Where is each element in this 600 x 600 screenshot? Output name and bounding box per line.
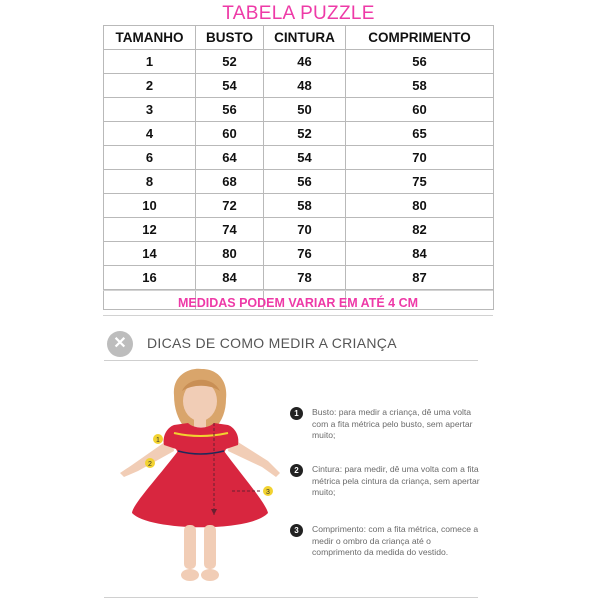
tip-number-icon: 1 [290, 407, 303, 420]
tip-text: Cintura: para medir, dê uma volta com a fita métrica pela cintura da criança, sem apertar muito; [312, 464, 480, 498]
table-cell: 60 [196, 122, 264, 146]
table-cell: 14 [104, 242, 196, 266]
table-row [104, 170, 494, 194]
table-cell: 8 [104, 170, 196, 194]
size-table [103, 3, 494, 310]
table-cell: 74 [196, 218, 264, 242]
table-cell: 60 [346, 98, 494, 122]
table-cell: 56 [264, 170, 346, 194]
table-cell: 84 [196, 266, 264, 290]
table-cell: 56 [196, 98, 264, 122]
table-cell: 68 [196, 170, 264, 194]
table-cell: 4 [104, 122, 196, 146]
table-row [104, 242, 494, 266]
table-cell: 54 [196, 74, 264, 98]
table-cell: 65 [346, 122, 494, 146]
table-cell: 58 [264, 194, 346, 218]
tips-header [104, 329, 484, 359]
close-icon[interactable]: ✕ [107, 331, 133, 357]
tip-text: Busto: para medir a criança, dê uma volta com a fita métrica pelo busto, sem apertar muito; [312, 407, 473, 441]
marker-label: 1 [156, 437, 160, 444]
divider [104, 597, 478, 598]
table-cell: 58 [346, 74, 494, 98]
table-cell: 46 [264, 50, 346, 74]
table-cell: 84 [346, 242, 494, 266]
table-row [104, 266, 494, 290]
table-cell: 76 [264, 242, 346, 266]
table-cell: 3 [104, 98, 196, 122]
marker-label: 2 [148, 461, 152, 468]
table-row [104, 194, 494, 218]
table-cell: 75 [346, 170, 494, 194]
table-cell: 2 [104, 74, 196, 98]
table-title: TABELA PUZZLE [104, 3, 494, 26]
divider [104, 360, 478, 361]
table-row [104, 50, 494, 74]
table-cell: 78 [264, 266, 346, 290]
table-header-row [104, 26, 494, 50]
table-row [104, 122, 494, 146]
table-cell: 70 [264, 218, 346, 242]
table-cell: 70 [346, 146, 494, 170]
header-tamanho: TAMANHO [104, 26, 196, 50]
table-cell: 10 [104, 194, 196, 218]
table-cell: 56 [346, 50, 494, 74]
table-cell: 87 [346, 266, 494, 290]
table-cell: 50 [264, 98, 346, 122]
table-cell: 80 [346, 194, 494, 218]
table-cell: 72 [196, 194, 264, 218]
table-row [104, 146, 494, 170]
table-row [104, 218, 494, 242]
table-cell: 16 [104, 266, 196, 290]
header-busto: BUSTO [196, 26, 264, 50]
table-cell: 6 [104, 146, 196, 170]
table-cell: 52 [264, 122, 346, 146]
tip-text: Comprimento: com a fita métrica, comece a medir o ombro da criança até o comprimento da medida do vestido. [312, 524, 479, 558]
header-comprimento: COMPRIMENTO [346, 26, 494, 50]
table-cell: 80 [196, 242, 264, 266]
girl-dress-illustration [102, 365, 292, 597]
table-row [104, 98, 494, 122]
table-row [104, 74, 494, 98]
table-cell: 64 [196, 146, 264, 170]
tip-number-icon: 2 [290, 464, 303, 477]
table-cell: 54 [264, 146, 346, 170]
table-cell: 82 [346, 218, 494, 242]
tips-title: DICAS DE COMO MEDIR A CRIANÇA [147, 335, 397, 351]
table-cell: 48 [264, 74, 346, 98]
measurement-note: MEDIDAS PODEM VARIAR EM ATÉ 4 CM [103, 290, 493, 316]
table-cell: 12 [104, 218, 196, 242]
header-cintura: CINTURA [264, 26, 346, 50]
table-cell: 1 [104, 50, 196, 74]
marker-label: 3 [266, 489, 270, 496]
tip-number-icon: 3 [290, 524, 303, 537]
table-cell: 52 [196, 50, 264, 74]
